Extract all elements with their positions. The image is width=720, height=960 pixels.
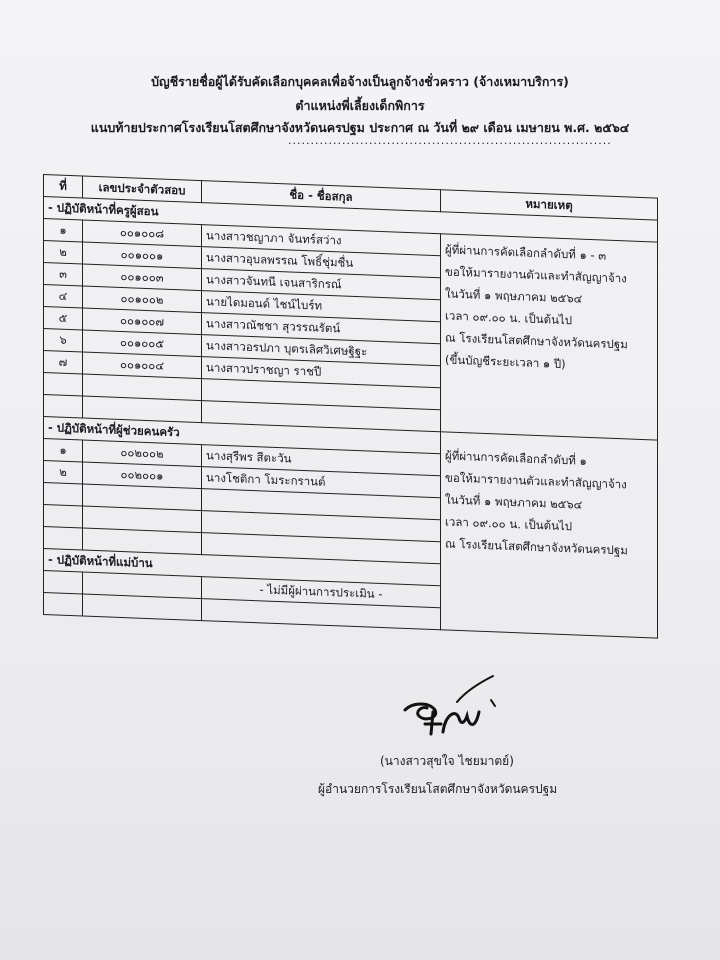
section-title: - ปฏิบัติหน้าที่ครูผู้สอน [44,197,658,243]
row-id: ๐๐๒๐๐๒ [83,440,202,467]
candidate-table [43,174,658,639]
remark-line: ขอให้มารายงานตัวและทำสัญญาจ้าง [445,264,627,286]
row-name: นางสาวอุบลพรรณ โพธิ์ชุ่มชื่น [202,247,441,278]
row-no: ๒ [44,461,83,484]
signatory-name: (นางสาวสุขใจ ไชยมาตย์) [380,754,514,768]
document-title-line-1: บัญชีรายชื่อผู้ได้รับคัดเลือกบุคคลเพื่อจ้างเป็นลูกจ้างชั่วคราว (จ้างเหมาบริการ) [151,74,569,89]
row-id: ๐๐๑๐๐๑ [83,242,202,269]
remark-line: ขอให้มารายงานตัวและทำสัญญาจ้าง [445,470,627,492]
row-name: นางสาวณัชชา สุวรรณรัตน์ [202,313,441,344]
remark-line: ณ โรงเรียนโสตศึกษาจังหวัดนครปฐม [445,536,628,558]
row-name: นางโชติกา โมระกรานต์ [202,467,441,498]
no-passing-note: - ไม่มีผู้ผ่านการประเมิน - [202,577,441,608]
remark-line: ผู้ที่ผ่านการคัดเลือกลำดับที่ ๑ [445,448,587,468]
row-no: ๕ [44,307,83,330]
remark-line: ในวันที่ ๑ พฤษภาคม ๒๕๖๔ [445,492,583,512]
row-name: นางสาวอรปภา บุตรเลิศวิเศษฐิฐะ [202,335,441,366]
remark-line: ณ โรงเรียนโสตศึกษาจังหวัดนครปฐม [445,330,628,352]
column-header-name: ชื่อ - ชื่อสกุล [202,181,441,212]
remark-kitchen-assistant [441,432,658,638]
remark-line: (ขึ้นบัญชีระยะเวลา ๑ ปี) [445,352,566,372]
row-no: ๑ [44,439,83,462]
row-no: ๔ [44,285,83,308]
remark-line: เวลา ๐๙.๐๐ น. เป็นต้นไป [445,514,573,534]
document-title-line-2: ตำแหน่งพี่เลี้ยงเด็กพิการ [295,98,425,113]
remark-line: เวลา ๐๙.๐๐ น. เป็นต้นไป [445,308,573,328]
column-header-no: ที่ [44,175,83,198]
row-no: ๖ [44,329,83,352]
signatory-title: ผู้อำนวยการโรงเรียนโสตศึกษาจังหวัดนครปฐม [318,782,558,796]
row-name: นางสาวชญาภา จันทร์สว่าง [202,225,441,256]
row-id: ๐๐๑๐๐๗ [83,308,202,335]
remark-line: ผู้ที่ผ่านการคัดเลือกลำดับที่ ๑ - ๓ [445,242,607,263]
remark-teacher [441,234,658,440]
row-name: นางสาวจันทนี เจนสาริกรณ์ [202,269,441,300]
section-title: - ปฏิบัติหน้าที่ผู้ช่วยคนครัว [44,417,441,454]
row-id: ๐๐๑๐๐๘ [83,220,202,247]
row-name: นายไดมอนด์ ไชน์ไบร์ท [202,291,441,322]
dotted-rule: ........................................................................ [288,134,612,147]
row-no: ๑ [44,219,83,242]
document-title-line-3: แนบท้ายประกาศโรงเรียนโสตศึกษาจังหวัดนครปฐม ประกาศ ณ วันที่ ๒๙ เดือน เมษายน พ.ศ. ๒๕๖๔ [90,120,630,135]
row-id: ๐๐๑๐๐๓ [83,264,202,291]
handwritten-signature [395,672,505,742]
row-no: ๒ [44,241,83,264]
row-name: นางสุรีพร สีตะวัน [202,445,441,476]
row-no: ๗ [44,351,83,374]
remark-line: ในวันที่ ๑ พฤษภาคม ๒๕๖๔ [445,286,583,306]
section-title: - ปฏิบัติหน้าที่แม่บ้าน [44,549,441,586]
row-id: ๐๐๑๐๐๒ [83,286,202,313]
column-header-remark: หมายเหตุ [441,190,658,220]
row-id: ๐๐๑๐๐๔ [83,352,202,379]
row-no: ๓ [44,263,83,286]
row-id: ๐๐๒๐๐๑ [83,462,202,489]
row-id: ๐๐๑๐๐๕ [83,330,202,357]
row-name: นางสาวปราชญา ราชปี [202,357,441,388]
column-header-id: เลขประจำตัวสอบ [83,176,202,203]
